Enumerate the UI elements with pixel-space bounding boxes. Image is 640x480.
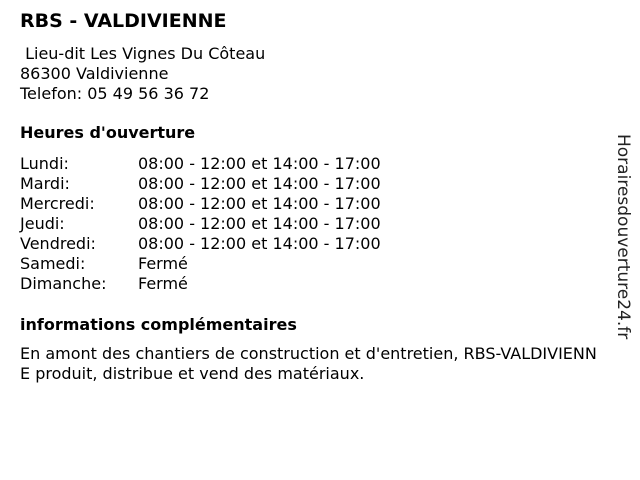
time-value: 08:00 - 12:00 et 14:00 - 17:00	[138, 214, 381, 233]
hours-row	[20, 274, 381, 294]
day-label: Jeudi:	[20, 214, 65, 233]
page-title: RBS - VALDIVIENNE	[20, 10, 227, 32]
hours-row	[20, 194, 381, 214]
address-block	[20, 44, 265, 104]
time-value: 08:00 - 12:00 et 14:00 - 17:00	[138, 174, 381, 193]
time-value: 08:00 - 12:00 et 14:00 - 17:00	[138, 194, 381, 213]
day-label: Lundi:	[20, 154, 69, 173]
address-street: Lieu-dit Les Vignes Du Côteau	[20, 44, 266, 63]
hours-row	[20, 174, 381, 194]
hours-row	[20, 254, 381, 274]
info-text: En amont des chantiers de construction et d'entretien, RBS-VALDIVIENNE produit, distribue et vend des matériaux.	[20, 344, 597, 383]
day-label: Mercredi:	[20, 194, 95, 213]
time-value: 08:00 - 12:00 et 14:00 - 17:00	[138, 234, 381, 253]
time-value: 08:00 - 12:00 et 14:00 - 17:00	[138, 154, 381, 173]
hours-table	[20, 154, 381, 294]
phone-number: Telefon: 05 49 56 36 72	[20, 84, 210, 103]
hours-row	[20, 234, 381, 254]
info-heading: informations complémentaires	[20, 315, 297, 334]
time-value: Fermé	[138, 274, 188, 293]
hours-row	[20, 154, 381, 174]
address-city: 86300 Valdivienne	[20, 64, 169, 83]
day-label: Dimanche:	[20, 274, 107, 293]
day-label: Samedi:	[20, 254, 86, 273]
day-label: Mardi:	[20, 174, 70, 193]
time-value: Fermé	[138, 254, 188, 273]
site-watermark: Horairesdouverture24.fr	[613, 134, 633, 340]
hours-row	[20, 214, 381, 234]
day-label: Vendredi:	[20, 234, 96, 253]
hours-heading: Heures d'ouverture	[20, 123, 196, 142]
